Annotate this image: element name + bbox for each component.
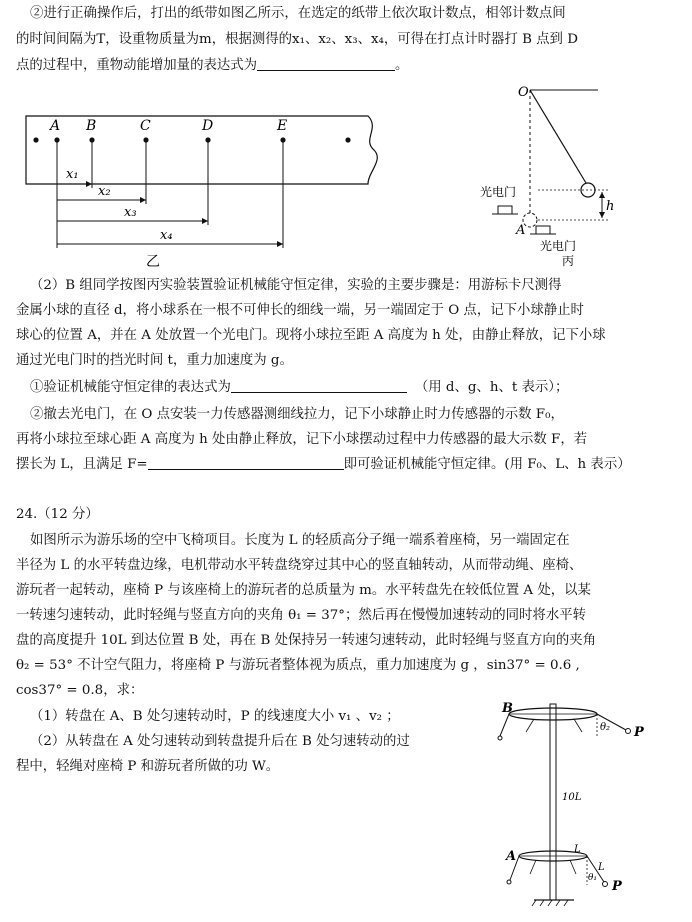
label-x2: x₂ <box>98 184 111 199</box>
label-E: E <box>277 118 288 134</box>
figure-pendulum <box>478 80 628 270</box>
question-2-line3 <box>16 455 631 475</box>
figure-flying-chairs <box>494 700 654 910</box>
caption-yi: 乙 <box>146 254 160 270</box>
label-L-radius: L <box>574 844 581 855</box>
para2-line3: 球心的位置 A，并在 A 处放置一个光电门。现将小球拉至距 A 高度为 h 处，由静止释放，记下小球 <box>16 328 606 343</box>
para1-line3 <box>16 56 408 76</box>
q24-sub2-line2: 程中，轻绳对座椅 P 和游玩者所做的功 W。 <box>16 759 280 774</box>
caption-bing: 丙 <box>562 254 575 268</box>
answer-blank-ek[interactable] <box>257 56 395 71</box>
label-theta1: θ₁ <box>588 873 598 883</box>
question-1-hint: （用 d、g、h、t 表示）； <box>414 380 569 395</box>
pole <box>550 704 556 900</box>
q24-sub1: （1）转盘在 A、B 处匀速转动时，P 的线速度大小 v₁ 、v₂ ； <box>30 709 400 724</box>
label-A: A <box>50 118 61 134</box>
question-1 <box>30 378 568 398</box>
q24-line3: 游玩者一起转动，座椅 P 与该座椅上的游玩者的总质量为 m。水平转盘先在较低位置 A 处，以某 <box>16 583 591 598</box>
para1-line3-text: 点的过程中，重物动能增加量的表达式为 <box>16 58 258 73</box>
string-swung <box>530 90 586 183</box>
label-P-bottom: P <box>612 879 622 894</box>
q24-line5: 盘的高度提升 10L 到达位置 B 处，再在 B 处保持另一转速匀速转动，此时轻绳与竖直方向的夹角 <box>16 633 596 648</box>
label-gate-1: 光电门 <box>480 185 517 199</box>
label-P-top: P <box>634 725 644 740</box>
label-A-ride: A <box>506 849 517 864</box>
q24-line1: 如图所示为游乐场的空中飞椅项目。长度为 L 的轻质高分子绳一端系着座椅，另一端固定在 <box>30 533 570 548</box>
question-1-text: ①验证机械能守恒定律的表达式为 <box>30 380 231 395</box>
para2-line4: 通过光电门时的挡光时间 t，重力加速度为 g。 <box>16 353 293 368</box>
tape-dot-right <box>345 137 350 142</box>
q24-line4: 一转速匀速转动，此时轻绳与竖直方向的夹角 θ₁ = 37°；然后再在慢慢加速转动的同时将水平转 <box>16 608 586 623</box>
label-B: B <box>86 118 97 134</box>
q24-line2: 半径为 L 的水平转盘边缘，电机带动水平转盘绕穿过其中心的竖直轴转动，从而带动绳、座椅、 <box>16 558 583 573</box>
question-2-hint: 即可验证机械能守恒定律。(用 F₀、L、h 表示） <box>343 457 631 472</box>
label-D: D <box>202 118 214 134</box>
label-x4: x₄ <box>160 228 173 243</box>
label-theta2: θ₂ <box>600 722 611 733</box>
answer-blank-expr[interactable] <box>231 378 407 393</box>
label-O: O <box>518 85 529 100</box>
label-x3: x₃ <box>124 205 137 220</box>
label-gate-2: 光电门 <box>540 239 577 253</box>
label-x1: x₁ <box>66 167 79 182</box>
label-10L: 10L <box>562 792 582 803</box>
label-L-rope: L <box>598 862 605 873</box>
para2-line1: （2）B 组同学按图丙实验装置验证机械能守恒定律，实验的主要步骤是：用游标卡尺测得 <box>30 278 562 293</box>
para1-line3-end: 。 <box>395 58 409 73</box>
question-2-text: 摆长为 L，且满足 F= <box>16 457 148 472</box>
tape-dot-left <box>33 137 38 142</box>
question-2-line2: 再将小球拉至球心距 A 高度为 h 处由静止释放，记下小球摆动过程中力传感器的最大示数 F，若 <box>16 432 588 447</box>
q24-heading: 24.（12 分） <box>16 507 99 522</box>
label-C: C <box>140 118 151 134</box>
label-A-pend: A <box>516 223 526 238</box>
label-h: h <box>606 199 615 214</box>
q24-line7: cos37° = 0.8，求： <box>16 683 144 698</box>
q24-line6: θ₂ = 53° 不计空气阻力，将座椅 P 与游玩者整体视为质点，重力加速度为 g ，sin37° = 0.6 , <box>16 658 580 673</box>
para2-line2: 金属小球的直径 d，将小球系在一根不可伸长的细线一端，另一端固定于 O 点，记下小球静止时 <box>16 303 584 318</box>
figure-tape <box>0 80 480 270</box>
para1-line2: 的时间间隔为T，设重物质量为m，根据测得的x₁、x₂、x₃、x₄，可得在打点计时器打 B 点到 D <box>16 32 578 47</box>
answer-blank-F[interactable] <box>148 455 344 470</box>
label-B-ride: B <box>502 701 513 716</box>
question-2-line1: ②撤去光电门，在 O 点安装一力传感器测细线拉力，记下小球静止时力传感器的示数 F₀， <box>30 407 564 422</box>
q24-sub2-line1: （2）从转盘在 A 处匀速转动到转盘提升后在 B 处匀速转动的过 <box>30 734 410 749</box>
para1-line1: ②进行正确操作后，打出的纸带如图乙所示，在选定的纸带上依次取计数点，相邻计数点间 <box>30 6 566 21</box>
